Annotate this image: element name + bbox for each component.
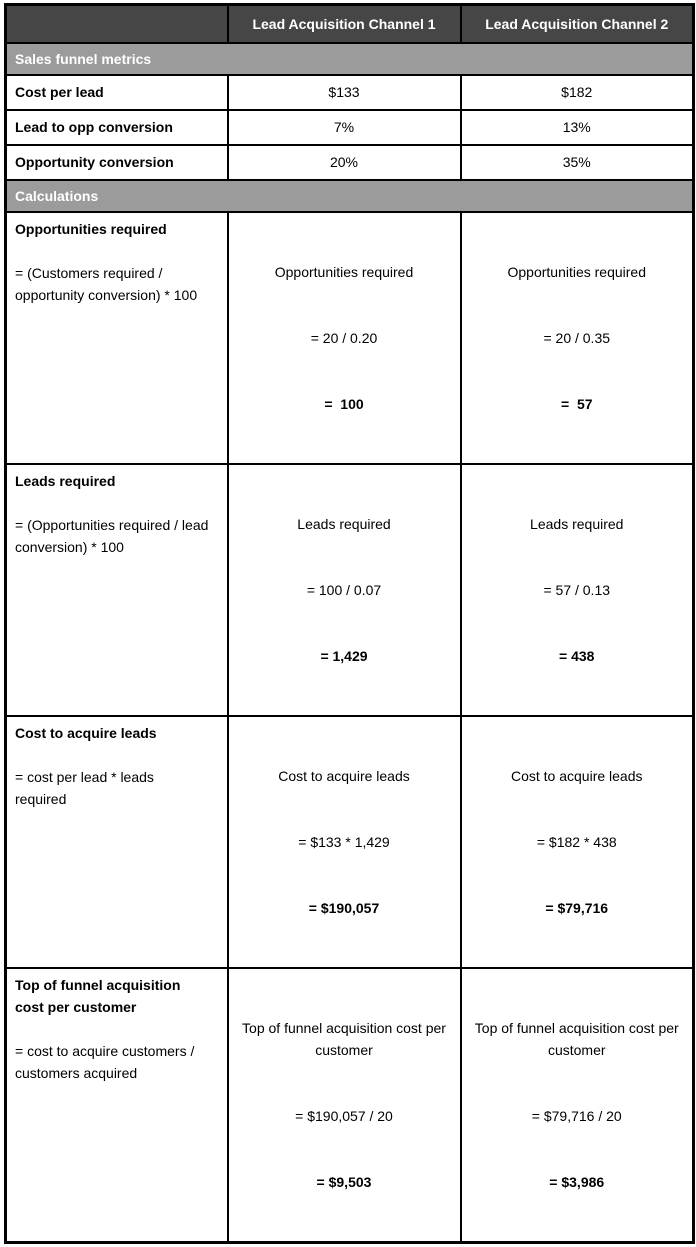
calc-result: = $190,057 [308,899,380,916]
calc-cell-title: Cost to acquire leads [278,767,410,784]
calc-formula: = (Opportunities required / lead conversion) * 100 [15,516,209,555]
column-header-channel-1: Lead Acquisition Channel 1 [228,5,461,43]
metric-value: $133 [228,75,461,110]
calc-expression: = 20 / 0.35 [543,329,611,346]
calc-cell [461,464,694,716]
calc-cell [228,464,461,716]
metric-label-opportunity-conversion: Opportunity conversion [6,145,228,180]
calc-cell-title: Leads required [530,515,624,532]
section-header-calculations: Calculations [6,180,694,212]
calc-label-cell [6,716,228,968]
calc-formula: = cost to acquire customers / customers acquired [15,1042,195,1081]
metric-label-cost-per-lead: Cost per lead [6,75,228,110]
calc-label-cell [6,464,228,716]
calc-cell-title: Top of funnel acquisition cost per customer [242,1019,450,1058]
table-row [6,212,694,464]
calc-cell-title: Opportunities required [507,263,647,280]
table-row [6,75,694,110]
calc-cell [228,968,461,1243]
calc-label: Top of funnel acquisition cost per customer [15,976,181,1015]
calc-expression: = $79,716 / 20 [531,1107,622,1124]
metric-value: 13% [461,110,694,145]
calc-result: = 57 [560,395,593,412]
table-header-row [6,5,694,43]
calc-cell-title: Opportunities required [274,263,414,280]
table-row [6,145,694,180]
calc-cell-title: Leads required [297,515,391,532]
table-row [6,464,694,716]
calc-cell-title: Top of funnel acquisition cost per customer [474,1019,683,1058]
calc-label: Opportunities required [15,220,167,237]
calc-result: = $3,986 [549,1173,605,1190]
metric-value: 35% [461,145,694,180]
calc-cell [461,968,694,1243]
calc-cell [228,212,461,464]
calc-label-cell [6,968,228,1243]
calc-cell-title: Cost to acquire leads [510,767,643,784]
calc-expression: = $182 * 438 [536,833,617,850]
table-row [6,110,694,145]
calc-cell [461,212,694,464]
section-header-row [6,43,694,75]
metric-value: 20% [228,145,461,180]
calc-formula: = cost per lead * leads required [15,768,154,807]
calc-result: = 438 [559,647,595,664]
calc-expression: = $190,057 / 20 [295,1107,393,1124]
section-header-row [6,180,694,212]
calc-cell [228,716,461,968]
calc-expression: = $133 * 1,429 [298,833,390,850]
column-header-channel-2: Lead Acquisition Channel 2 [461,5,694,43]
section-header-sales-funnel-metrics: Sales funnel metrics [6,43,694,75]
table-row [6,716,694,968]
calc-label: Leads required [15,472,116,489]
calc-result: = 100 [324,395,364,412]
calc-label-cell [6,212,228,464]
metric-value: $182 [461,75,694,110]
calc-formula: = (Customers required / opportunity conversion) * 100 [15,264,198,303]
calc-expression: = 20 / 0.20 [310,329,378,346]
calc-expression: = 100 / 0.07 [306,581,382,598]
metric-value: 7% [228,110,461,145]
metric-label-lead-to-opp-conversion: Lead to opp conversion [6,110,228,145]
corner-cell [6,5,228,43]
calc-cell [461,716,694,968]
calc-result: = $9,503 [316,1173,372,1190]
funnel-metrics-table [4,3,695,1244]
calc-label: Cost to acquire leads [15,724,157,741]
calc-result: = 1,429 [320,647,368,664]
calc-expression: = 57 / 0.13 [543,581,611,598]
calc-result: = $79,716 [545,899,609,916]
table-row [6,968,694,1243]
